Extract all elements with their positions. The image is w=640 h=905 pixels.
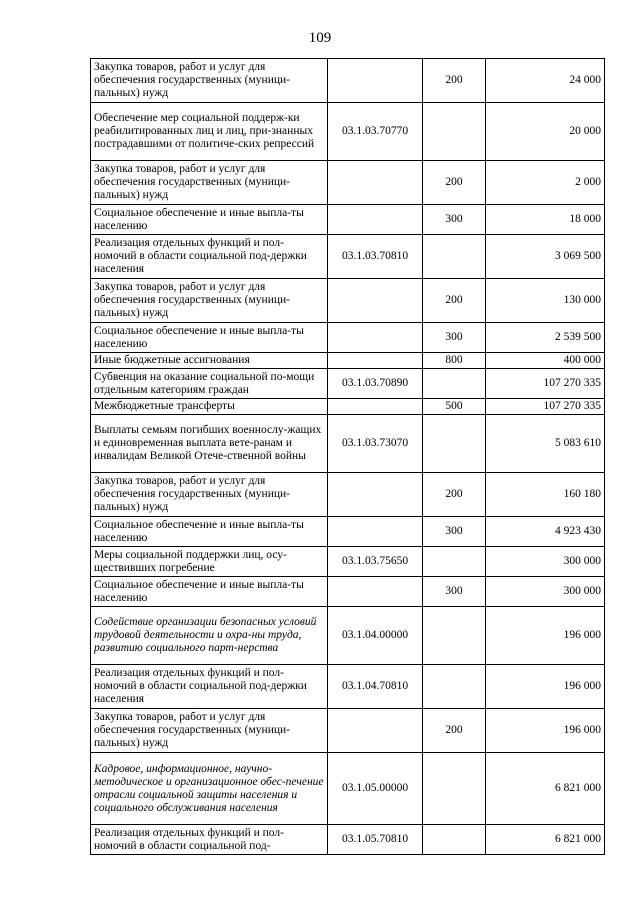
row-sum-cell: 196 000 [486,709,605,753]
budget-table-body [91,59,605,855]
page-number: 109 [308,30,332,46]
table-row [91,399,605,415]
table-row [91,59,605,103]
row-name-cell: Реализация отдельных функций и пол-номочий в области социальной под-держки населения [91,665,328,709]
budget-table [90,58,605,855]
row-code-cell [328,399,423,415]
row-sum-cell: 2 539 500 [486,323,605,353]
row-expense-type-cell: 500 [423,399,486,415]
row-sum-cell: 5 083 610 [486,415,605,473]
table-row [91,323,605,353]
row-sum-cell: 107 270 335 [486,399,605,415]
row-code-cell: 03.1.03.73070 [328,415,423,473]
row-expense-type-cell: 800 [423,353,486,369]
row-name-cell: Реализация отдельных функций и пол-номочий в области социальной под- [91,825,328,855]
table-row [91,205,605,235]
row-sum-cell: 6 821 000 [486,753,605,825]
table-row [91,353,605,369]
row-name-cell: Кадровое, информационное, научно-методическое и организационное обес-печение отрасли социальной защиты населения и социального обслуживания населения [91,753,328,825]
row-sum-cell: 300 000 [486,547,605,577]
row-expense-type-cell: 200 [423,279,486,323]
row-name-cell: Иные бюджетные ассигнования [91,353,328,369]
row-code-cell: 03.1.05.70810 [328,825,423,855]
row-expense-type-cell: 200 [423,473,486,517]
row-code-cell [328,161,423,205]
row-name-cell: Закупка товаров, работ и услуг для обеспечения государственных (муници-пальных) нужд [91,279,328,323]
table-row [91,235,605,279]
row-code-cell [328,205,423,235]
row-name-cell: Социальное обеспечение и иные выпла-ты населению [91,323,328,353]
row-name-cell: Субвенция на оказание социальной по-мощи отдельным категориям граждан [91,369,328,399]
table-row [91,709,605,753]
row-name-cell: Закупка товаров, работ и услуг для обеспечения государственных (муници-пальных) нужд [91,709,328,753]
table-row [91,753,605,825]
row-expense-type-cell: 300 [423,517,486,547]
row-code-cell [328,577,423,607]
row-code-cell: 03.1.05.00000 [328,753,423,825]
table-row [91,825,605,855]
table-row [91,161,605,205]
row-name-cell: Обеспечение мер социальной поддерж-ки реабилитированных лиц и лиц, при-знанных пострадавшими от политиче-ских репрессий [91,103,328,161]
row-code-cell [328,323,423,353]
table-row [91,279,605,323]
row-sum-cell: 300 000 [486,577,605,607]
row-code-cell: 03.1.03.75650 [328,547,423,577]
row-name-cell: Социальное обеспечение и иные выпла-ты населению [91,517,328,547]
row-code-cell: 03.1.03.70810 [328,235,423,279]
row-expense-type-cell [423,825,486,855]
row-sum-cell: 196 000 [486,665,605,709]
row-name-cell: Выплаты семьям погибших военнослу-жащих и единовременная выплата вете-ранам и инвалидам Великой Отече-ственной войны [91,415,328,473]
row-sum-cell: 130 000 [486,279,605,323]
row-name-cell: Закупка товаров, работ и услуг для обеспечения государственных (муници-пальных) нужд [91,59,328,103]
row-expense-type-cell: 300 [423,205,486,235]
table-row [91,607,605,665]
row-expense-type-cell: 200 [423,709,486,753]
table-row [91,473,605,517]
row-sum-cell: 160 180 [486,473,605,517]
table-row [91,577,605,607]
row-expense-type-cell [423,415,486,473]
row-name-cell: Закупка товаров, работ и услуг для обеспечения государственных (муници-пальных) нужд [91,473,328,517]
row-expense-type-cell [423,665,486,709]
row-code-cell: 03.1.04.00000 [328,607,423,665]
row-code-cell [328,353,423,369]
row-sum-cell: 6 821 000 [486,825,605,855]
row-code-cell [328,279,423,323]
row-expense-type-cell [423,753,486,825]
row-code-cell [328,473,423,517]
row-code-cell [328,517,423,547]
row-name-cell: Социальное обеспечение и иные выпла-ты населению [91,205,328,235]
row-name-cell: Реализация отдельных функций и пол-номочий в области социальной под-держки населения [91,235,328,279]
row-expense-type-cell [423,607,486,665]
row-expense-type-cell [423,547,486,577]
row-expense-type-cell [423,235,486,279]
table-row [91,369,605,399]
row-expense-type-cell: 300 [423,323,486,353]
row-sum-cell: 3 069 500 [486,235,605,279]
row-sum-cell: 400 000 [486,353,605,369]
table-row [91,547,605,577]
row-expense-type-cell [423,103,486,161]
table-row [91,415,605,473]
row-sum-cell: 196 000 [486,607,605,665]
row-code-cell: 03.1.03.70770 [328,103,423,161]
row-sum-cell: 24 000 [486,59,605,103]
row-name-cell: Социальное обеспечение и иные выпла-ты населению [91,577,328,607]
table-row [91,665,605,709]
table-row [91,517,605,547]
row-sum-cell: 107 270 335 [486,369,605,399]
row-sum-cell: 2 000 [486,161,605,205]
row-sum-cell: 4 923 430 [486,517,605,547]
row-code-cell [328,59,423,103]
row-sum-cell: 18 000 [486,205,605,235]
row-expense-type-cell: 300 [423,577,486,607]
row-expense-type-cell [423,369,486,399]
row-code-cell: 03.1.04.70810 [328,665,423,709]
row-expense-type-cell: 200 [423,59,486,103]
row-name-cell: Содействие организации безопасных условий трудовой деятельности и охра-ны труда, развитию социального парт-нерства [91,607,328,665]
row-name-cell: Меры социальной поддержки лиц, осу-ществивших погребение [91,547,328,577]
row-expense-type-cell: 200 [423,161,486,205]
row-name-cell: Закупка товаров, работ и услуг для обеспечения государственных (муници-пальных) нужд [91,161,328,205]
row-name-cell: Межбюджетные трансферты [91,399,328,415]
row-code-cell: 03.1.03.70890 [328,369,423,399]
row-sum-cell: 20 000 [486,103,605,161]
row-code-cell [328,709,423,753]
table-row [91,103,605,161]
